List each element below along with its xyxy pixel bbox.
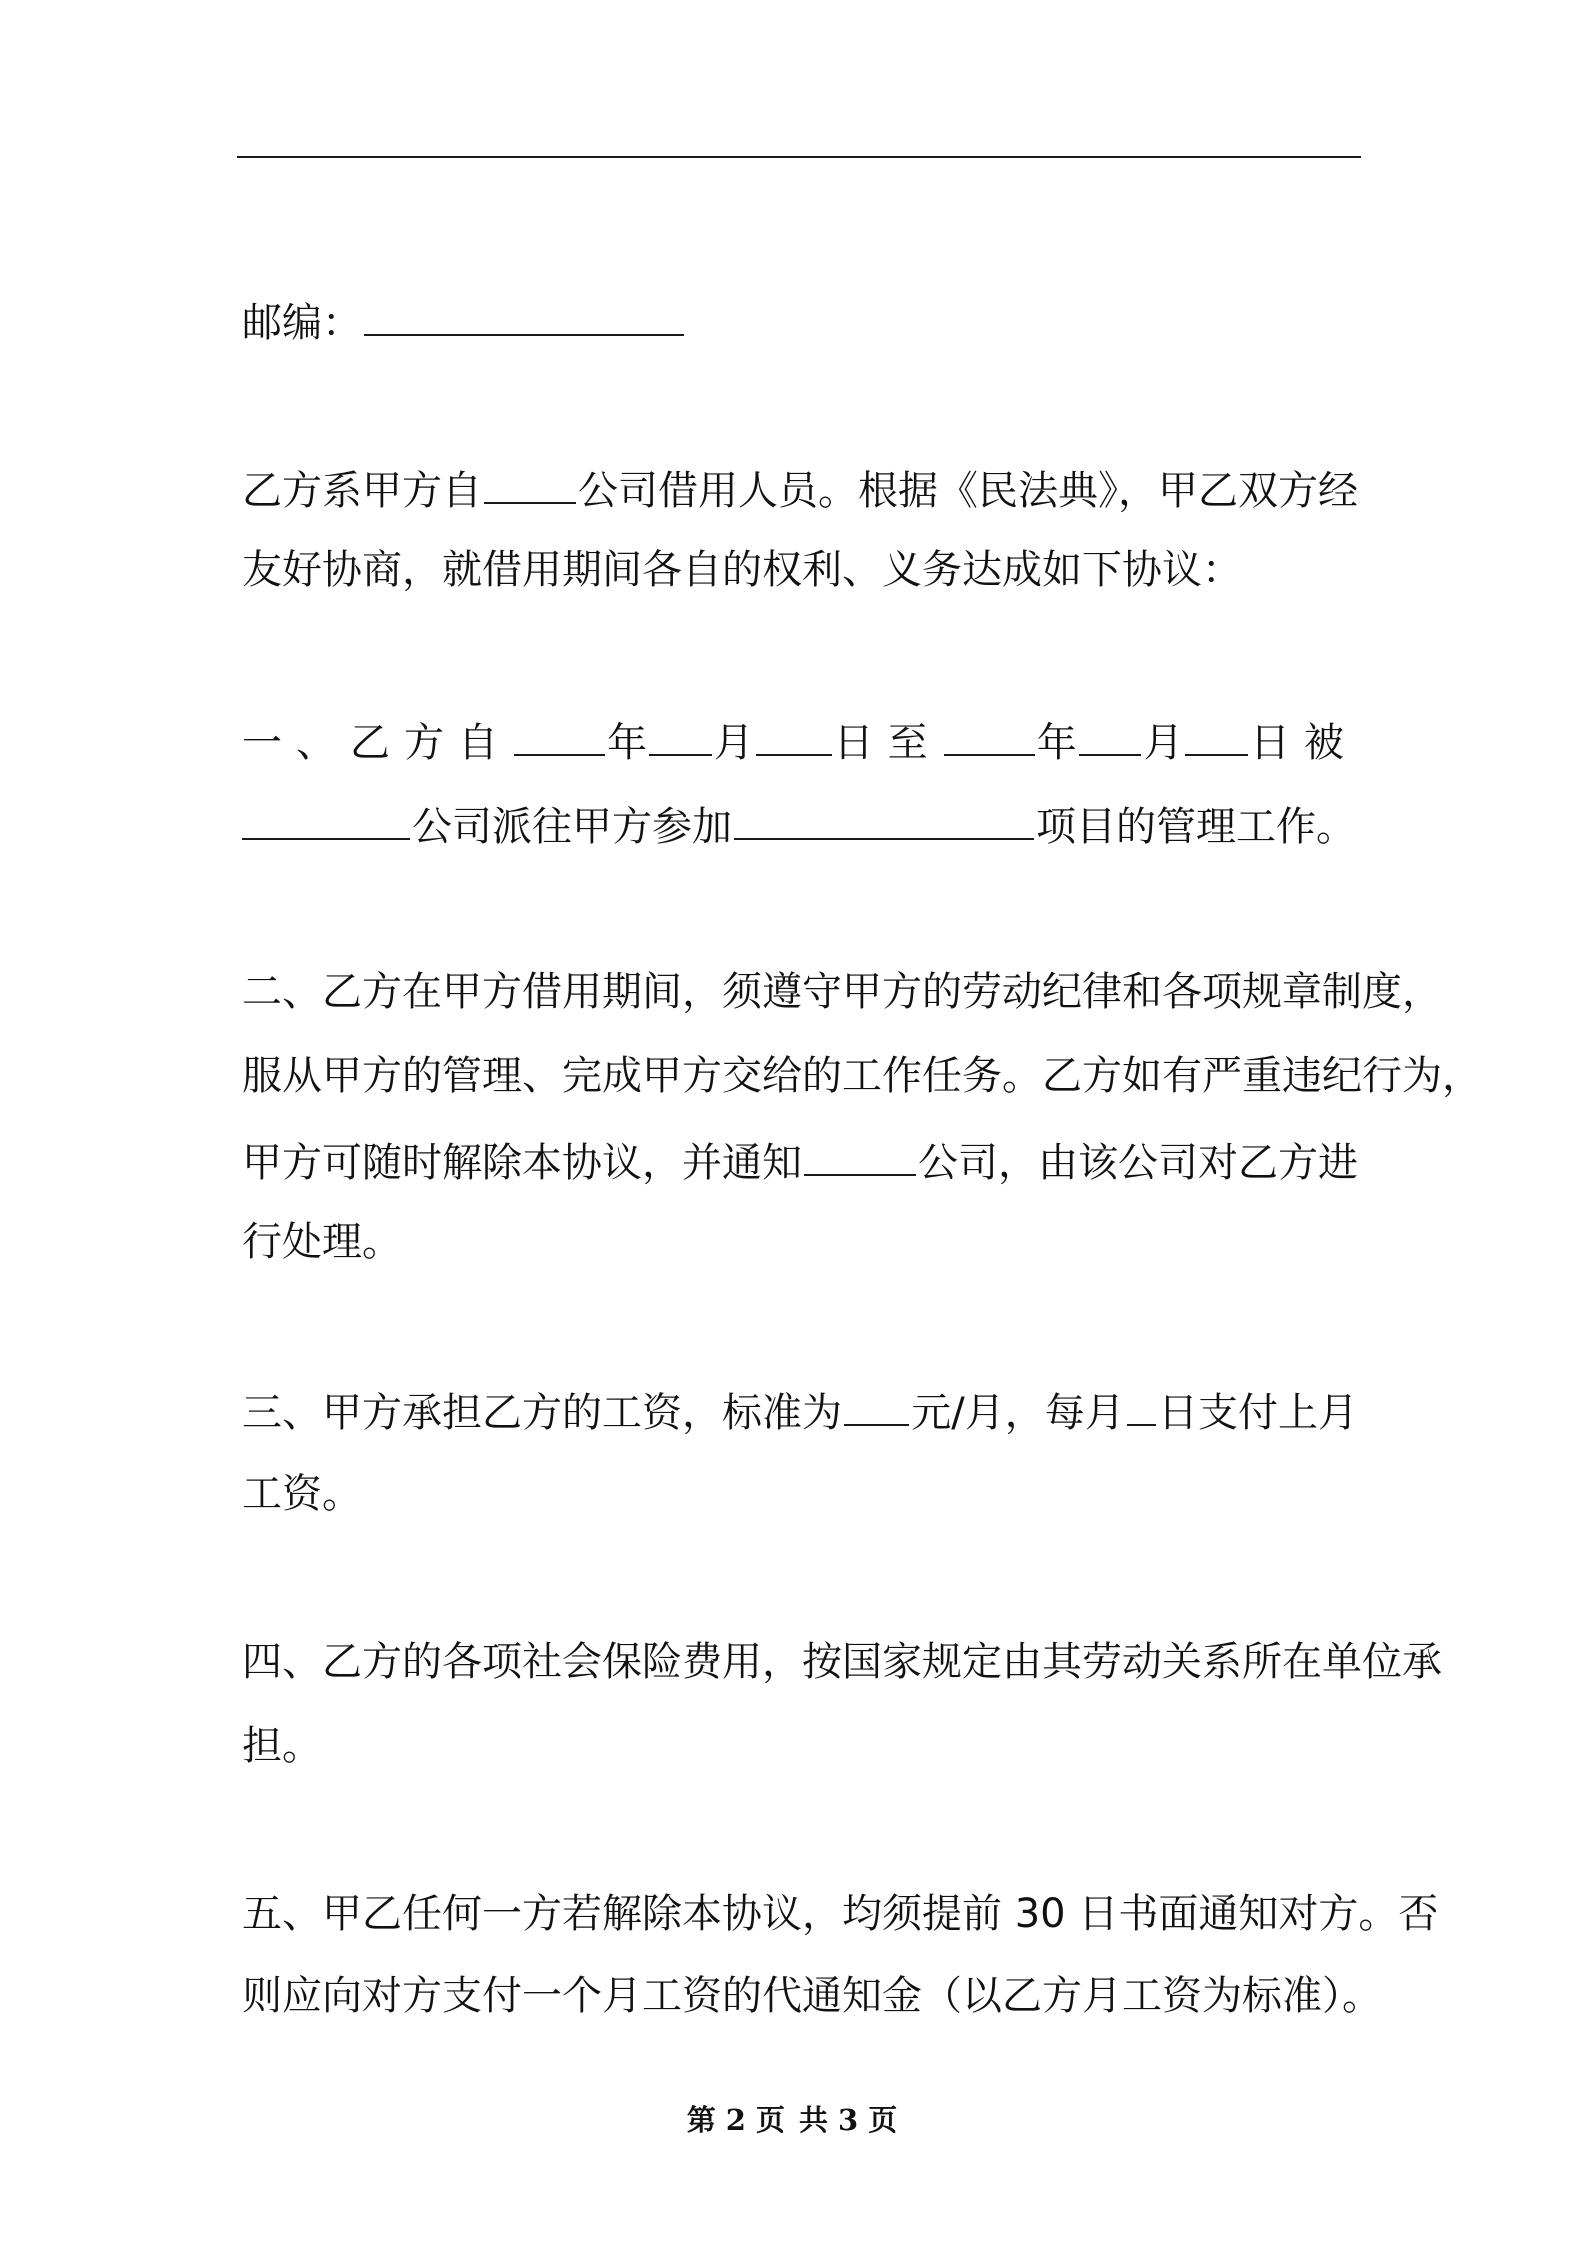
clause3-line-1 [242,1380,1358,1440]
footer-page-total: 3 [838,2103,861,2137]
notify-company-blank[interactable] [804,1130,916,1176]
intro-line-2 [242,540,1242,600]
lending-company-blank[interactable] [484,458,576,504]
intro-line-1 [242,458,1358,518]
clause2-line-3 [242,1130,1358,1190]
clause3-line-2 [242,1464,362,1524]
clause1-day-to-label: 日至 [833,720,942,766]
clause2-text-3b: 公司，由该公司对乙方进 [918,1140,1358,1186]
dispatch-company-blank[interactable] [242,794,410,840]
clause5-line-2 [242,1966,1382,2026]
clause1-month2-label: 月 [1143,720,1184,766]
footer-page-end: 页 [868,2103,900,2137]
postcode-label: 邮编： [242,300,362,346]
clause3-text-a: 三、甲方承担乙方的工资，标准为 [242,1390,842,1436]
intro-text-c: 友好协商，就借用期间各自的权利、义务达成如下协议： [242,547,1242,593]
start-day-blank[interactable] [756,710,832,756]
clause4-line-2 [242,1716,322,1776]
end-month-blank[interactable] [1079,710,1142,756]
page-number-footer [0,2098,1586,2139]
clause3-text-c: 日支付上月 [1158,1390,1358,1436]
postcode-blank[interactable] [364,290,684,336]
salary-amount-blank[interactable] [844,1380,909,1426]
footer-page-mid: 页 共 [755,2103,831,2137]
start-month-blank[interactable] [649,710,712,756]
clause4-line-1 [242,1632,1442,1692]
clause4-text-1: 四、乙方的各项社会保险费用，按国家规定由其劳动关系所在单位承 [242,1639,1442,1685]
clause1-text-a: 公司派往甲方参加 [412,804,732,850]
pay-day-blank[interactable] [1127,1380,1156,1426]
clause5-text-1: 五、甲乙任何一方若解除本协议，均须提前 30 日书面通知对方。否 [242,1891,1439,1937]
intro-text-a: 乙方系甲方自 [242,468,482,514]
clause1-line-2 [242,794,1356,854]
clause1-year2-label: 年 [1036,720,1077,766]
intro-text-b: 公司借用人员。根据《民法典》，甲乙双方经 [578,468,1358,514]
clause2-text-2: 服从甲方的管理、完成甲方交给的工作任务。乙方如有严重违纪行为， [242,1053,1482,1099]
clause2-text-3a: 甲方可随时解除本协议，并通知 [242,1140,802,1186]
clause2-line-4 [242,1212,402,1272]
project-name-blank[interactable] [734,794,1034,840]
clause2-text-4: 行处理。 [242,1219,402,1265]
clause2-text-1: 二、乙方在甲方借用期间，须遵守甲方的劳动纪律和各项规章制度， [242,969,1442,1015]
clause1-prefix: 一、乙方自 [242,720,512,766]
clause2-line-2 [242,1046,1482,1106]
footer-page-current: 2 [725,2103,748,2137]
end-day-blank[interactable] [1185,710,1248,756]
footer-page-label: 第 [686,2103,718,2137]
clause4-text-2: 担。 [242,1723,322,1769]
clause1-text-b: 项目的管理工作。 [1036,804,1356,850]
clause3-text-2: 工资。 [242,1471,362,1517]
end-year-blank[interactable] [944,710,1035,756]
clause5-line-1 [242,1884,1438,1944]
clause2-line-1 [242,962,1442,1022]
clause1-day-by-label: 日被 [1249,720,1358,766]
clause3-text-b: 元/月，每月 [911,1390,1125,1436]
header-rule [237,156,1361,158]
start-year-blank[interactable] [514,710,605,756]
clause5-text-2: 则应向对方支付一个月工资的代通知金（以乙方月工资为标准）。 [242,1973,1382,2019]
clause1-month-label: 月 [713,720,754,766]
postcode-line [242,290,686,350]
clause1-year-label: 年 [607,720,648,766]
clause1-line-1 [242,710,1358,770]
